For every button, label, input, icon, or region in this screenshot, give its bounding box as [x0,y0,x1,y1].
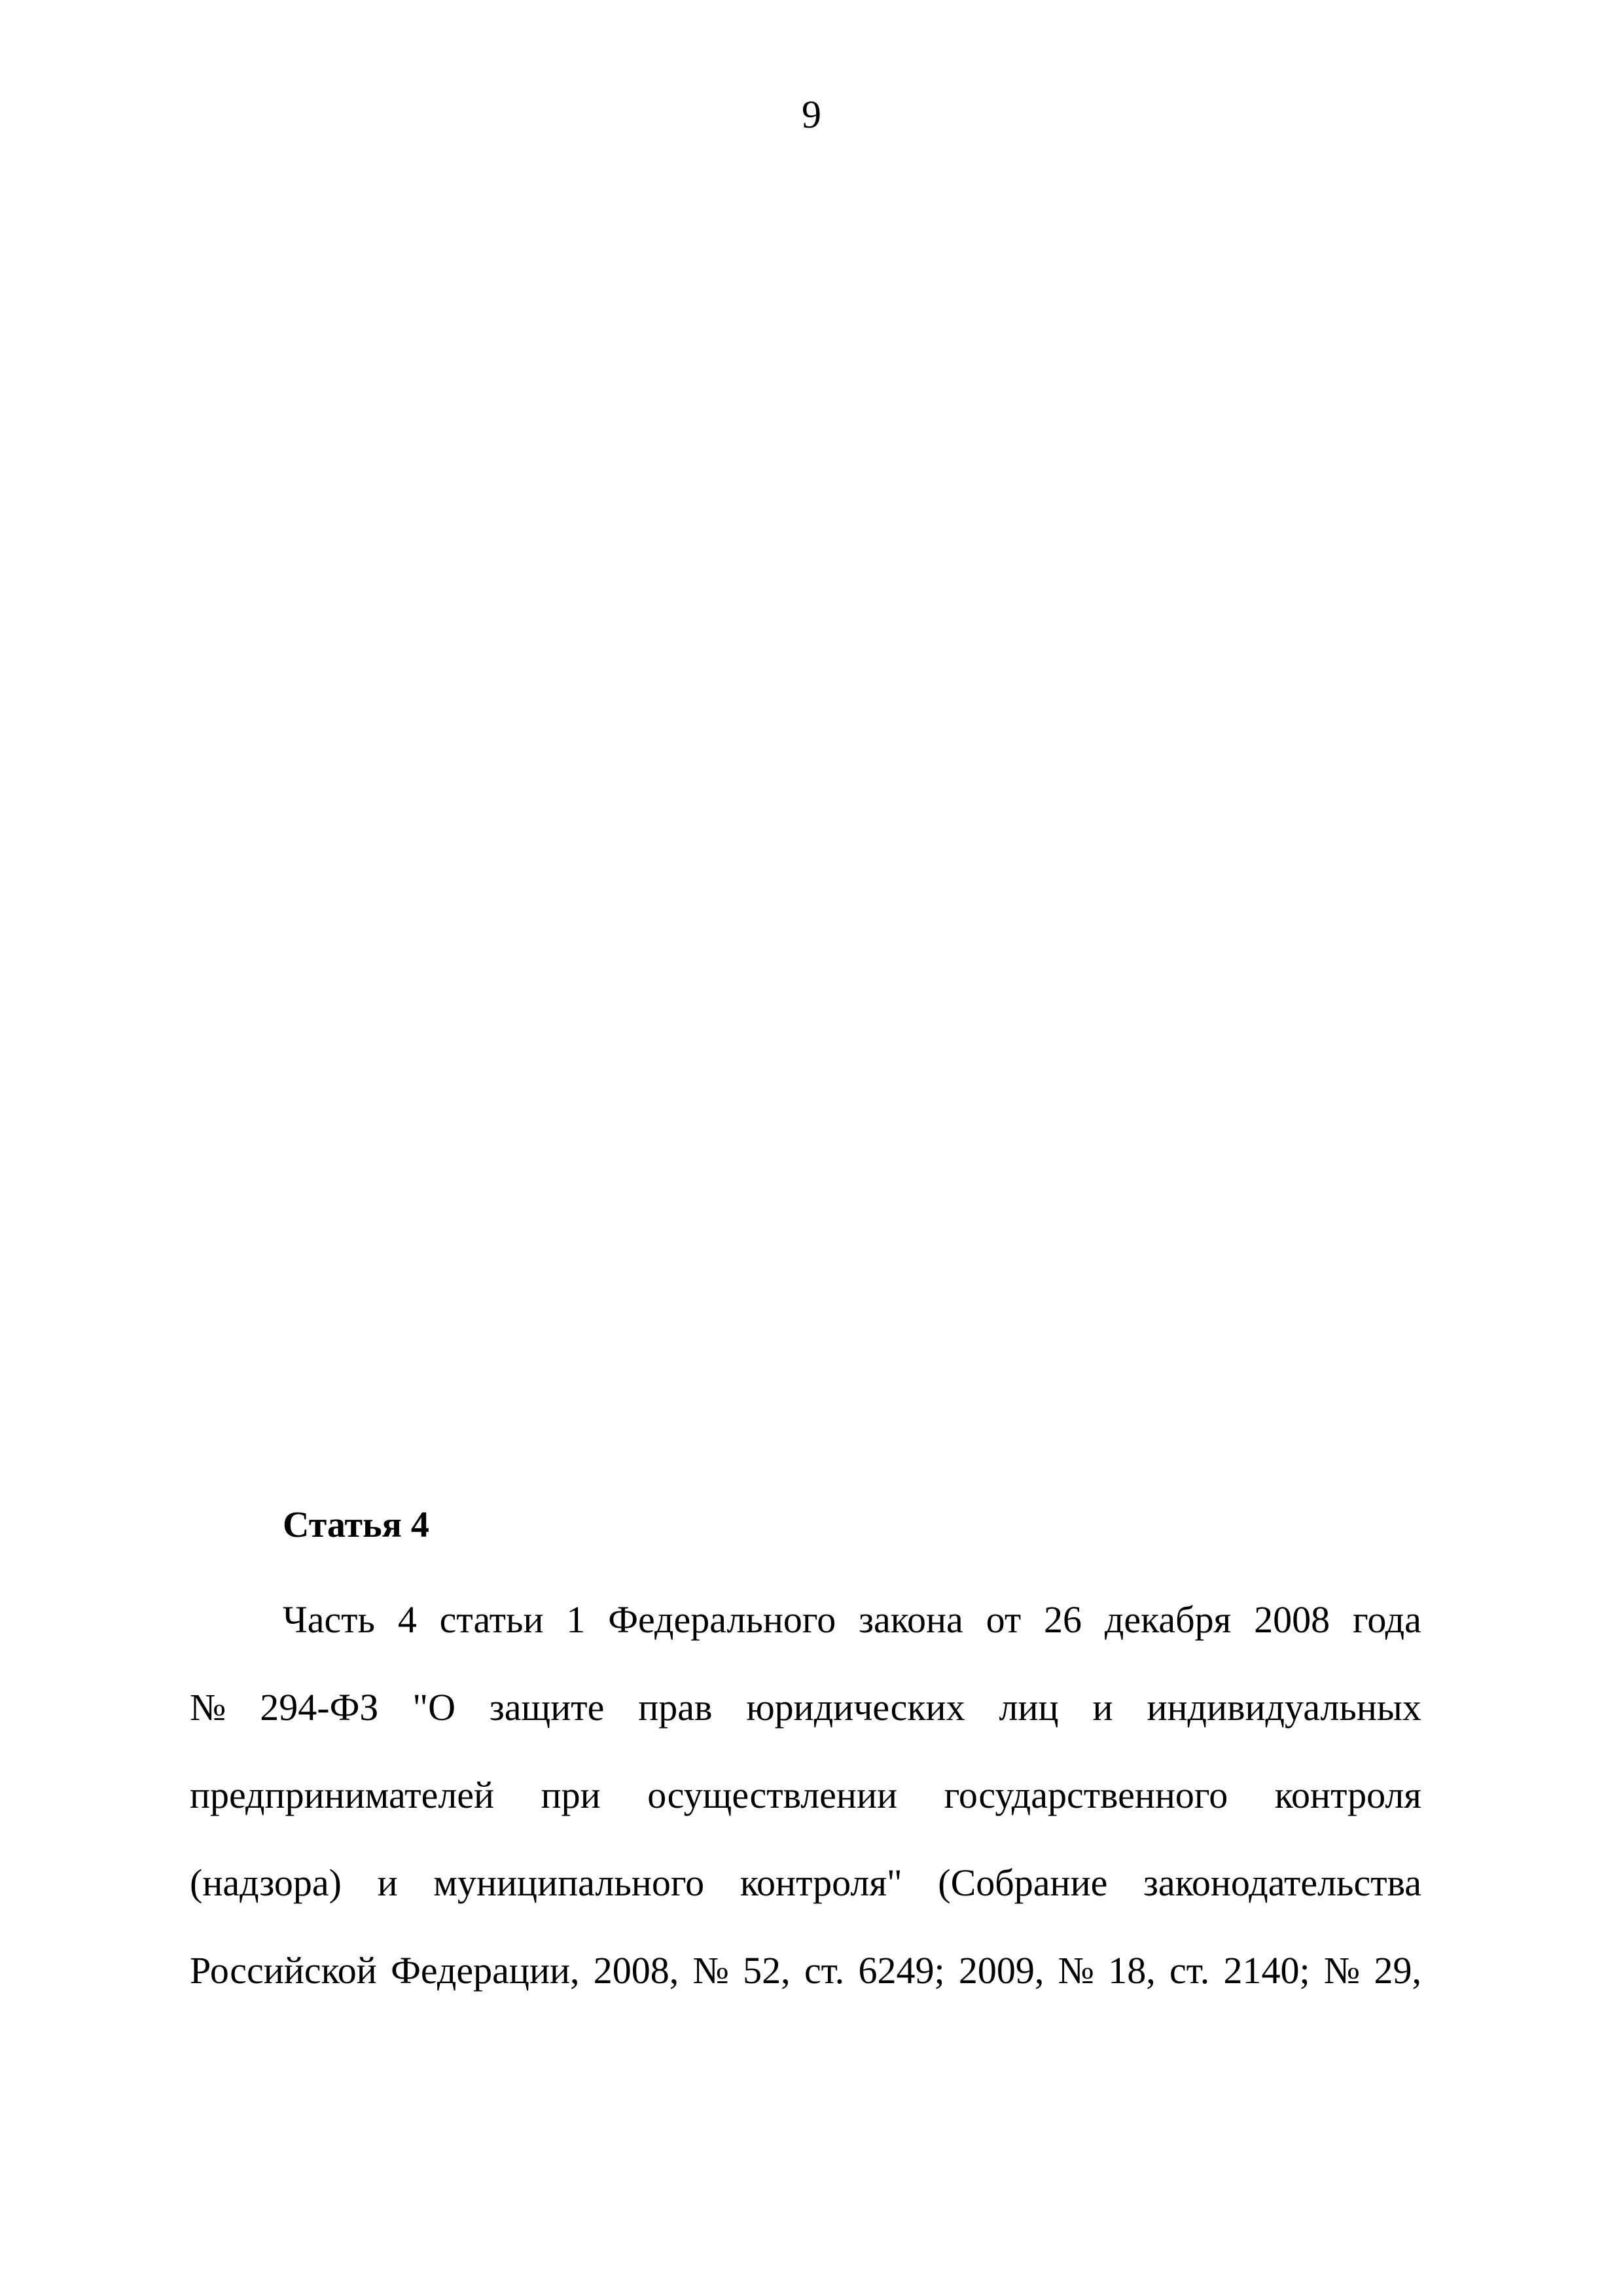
word: (надзора) [190,1861,342,1904]
word: № [1058,1949,1094,1992]
word: 26 [1044,1598,1082,1641]
word: закона [859,1598,963,1641]
word: 294-ФЗ [260,1686,379,1729]
body-paragraph [190,1587,1421,2026]
word: Федерации, [391,1949,580,1992]
word: № [1323,1949,1361,1992]
word: 2140; [1223,1949,1310,1992]
word: № [190,1686,226,1729]
word: ст. [1169,1949,1210,1992]
page-number: 9 [802,93,821,136]
word: 6249; [858,1949,945,1992]
word: статьи [439,1598,544,1641]
word: прав [638,1686,713,1729]
word: 1 [566,1598,586,1641]
word: 2008 [1254,1598,1330,1641]
text-line-3 [190,1763,1421,1850]
word: Российской [190,1949,377,1992]
word: 18, [1108,1949,1156,1992]
word: № [692,1949,729,1992]
word: (Собрание [938,1861,1108,1904]
word: 29, [1374,1949,1421,1992]
word: года [1353,1598,1421,1641]
word: лиц [999,1686,1059,1729]
word: декабря [1104,1598,1232,1641]
word: и [377,1861,398,1904]
word: "О [412,1686,455,1729]
text-line-5 [190,1938,1421,2026]
word: при [541,1774,601,1816]
text-line-2 [190,1675,1421,1763]
word: Часть [283,1598,375,1641]
word: и [1092,1686,1113,1729]
word: Федерального [608,1598,836,1641]
word: контроля" [740,1861,902,1904]
word: ст. [804,1949,845,1992]
text-line-1 [190,1587,1421,1675]
word: государственного [944,1774,1228,1816]
word: осуществлении [647,1774,898,1816]
word: защите [489,1686,605,1729]
word: предпринимателей [190,1774,495,1816]
word: индивидуальных [1147,1686,1421,1729]
word: 2009, [958,1949,1044,1992]
word: юридических [746,1686,965,1729]
word: 52, [743,1949,791,1992]
word: от [986,1598,1022,1641]
word: 4 [397,1598,417,1641]
article-heading: Статья 4 [283,1505,429,1545]
text-line-4 [190,1850,1421,1938]
word: законодательства [1143,1861,1421,1904]
word: контроля [1274,1774,1421,1816]
word: муниципального [433,1861,705,1904]
word: 2008, [593,1949,679,1992]
